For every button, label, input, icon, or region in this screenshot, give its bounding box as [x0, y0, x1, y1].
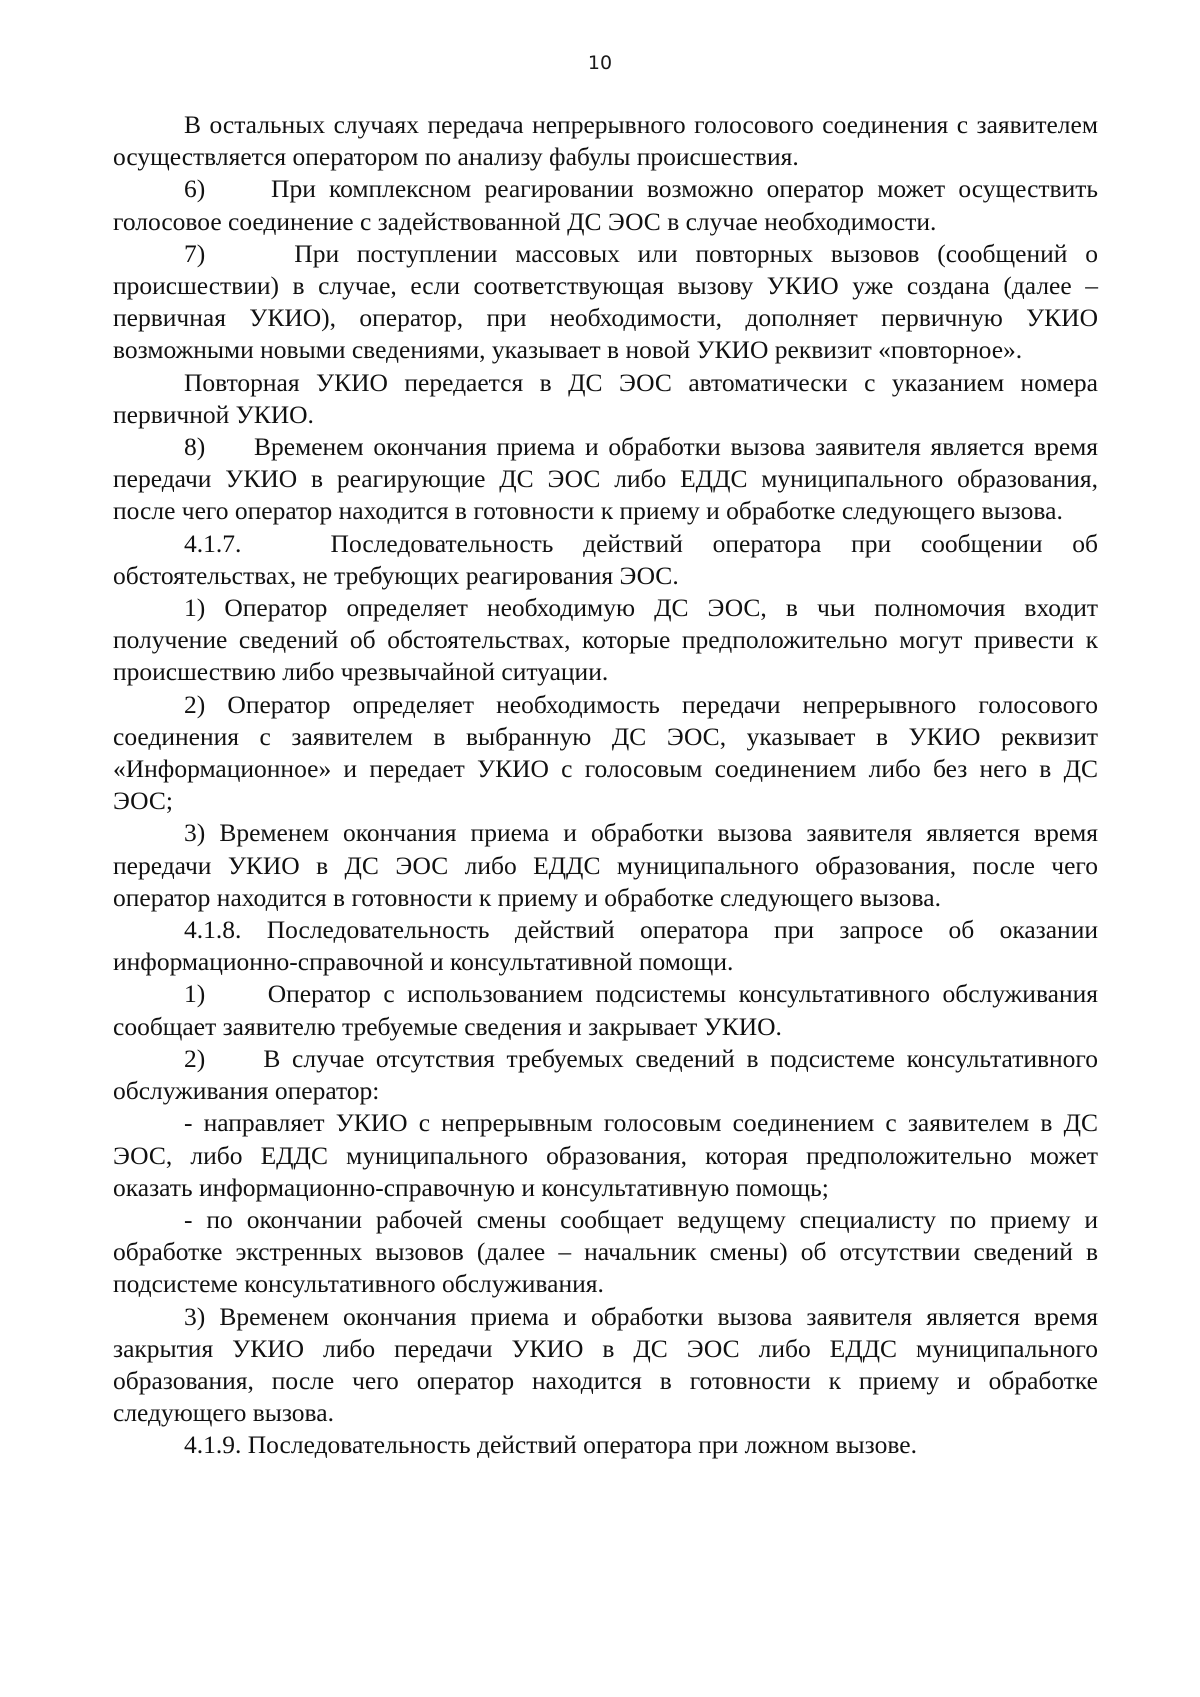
- paragraph-4-1-8-item-3: 3) Временем окончания приема и обработки вызова заявителя является время закрытия УКИО либо передачи УКИО в ДС ЭОС либо ЕДДС муниципального образования, после чего оператор находится в готовности к приему и обработке следующего вызова.: [113, 1301, 1098, 1428]
- paragraph-voice-transfer: В остальных случаях передача непрерывного голосового соединения с заявителем осуществляется оператором по анализу фабулы происшествия.: [113, 110, 1098, 172]
- paragraph-item-8: 8) Временем окончания приема и обработки вызова заявителя является время передачи УКИО в реагирующие ДС ЭОС либо ЕДДС муниципального образования, после чего оператор находится в готовности к приему и обработке следующего вызова.: [113, 432, 1098, 526]
- paragraph-item-6: 6) При комплексном реагировании возможно оператор может осуществить голосовое соединение с задействованной ДС ЭОС в случае необходимости.: [113, 174, 1098, 236]
- paragraph-4-1-8-item-2: 2) В случае отсутствия требуемых сведений в подсистеме консультативного обслуживания оператор:: [113, 1043, 1098, 1106]
- paragraph-4-1-8-item-1: 1) Оператор с использованием подсистемы консультативного обслуживания сообщает заявителю требуемые сведения и закрывает УКИО.: [113, 979, 1098, 1041]
- paragraph-4-1-7-item-3: 3) Временем окончания приема и обработки вызова заявителя является время передачи УКИО в ДС ЭОС либо ЕДДС муниципального образования, после чего оператор находится в готовности к приему и обработке следующего вызова.: [113, 818, 1098, 912]
- bullet-shift-report: - по окончании рабочей смены сообщает ведущему специалисту по приему и обработке экстренных вызовов (далее – начальник смены) об отсутствии сведений в подсистеме консультативного обслуживания.: [113, 1204, 1098, 1299]
- paragraph-repeat-ukio: Повторная УКИО передается в ДС ЭОС автоматически с указанием номера первичной УКИО.: [113, 367, 1098, 429]
- paragraph-4-1-7-item-2: 2) Оператор определяет необходимость передачи непрерывного голосового соединения с заявителем в выбранную ДС ЭОС, указывает в УКИО реквизит «Информационное» и передает УКИО с голосовым соединением либо без него в ДС ЭОС;: [113, 689, 1098, 816]
- paragraph-4-1-7-item-1: 1) Оператор определяет необходимую ДС ЭОС, в чьи полномочия входит получение сведений об обстоятельствах, которые предположительно могут привести к происшествию либо чрезвычайной ситуации.: [113, 593, 1098, 687]
- section-heading-4-1-9: 4.1.9. Последовательность действий оператора при ложном вызове.: [184, 1430, 917, 1460]
- document-body: [113, 109, 1098, 1462]
- paragraph-item-7: 7) При поступлении массовых или повторных вызовов (сообщений о происшествии) в случае, если соответствующая вызову УКИО уже создана (далее – первичная УКИО), оператор, при необходимости, дополняет первичную УКИО возможными новыми сведениями, указывает в новой УКИО реквизит «повторное».: [113, 238, 1098, 365]
- page-number: 10: [587, 52, 613, 74]
- bullet-redirect-ukio: - направляет УКИО с непрерывным голосовым соединением с заявителем в ДС ЭОС, либо ЕДДС муниципального образования, которая предположительно может оказать информационно-справочную и консультативную помощь;: [113, 1108, 1098, 1202]
- section-heading-4-1-8: 4.1.8. Последовательность действий оператора при запросе об оказании информационно-справочной и консультативной помощи.: [113, 915, 1098, 977]
- section-heading-4-1-7: 4.1.7. Последовательность действий оператора при сообщении об обстоятельствах, не требующих реагирования ЭОС.: [113, 528, 1098, 590]
